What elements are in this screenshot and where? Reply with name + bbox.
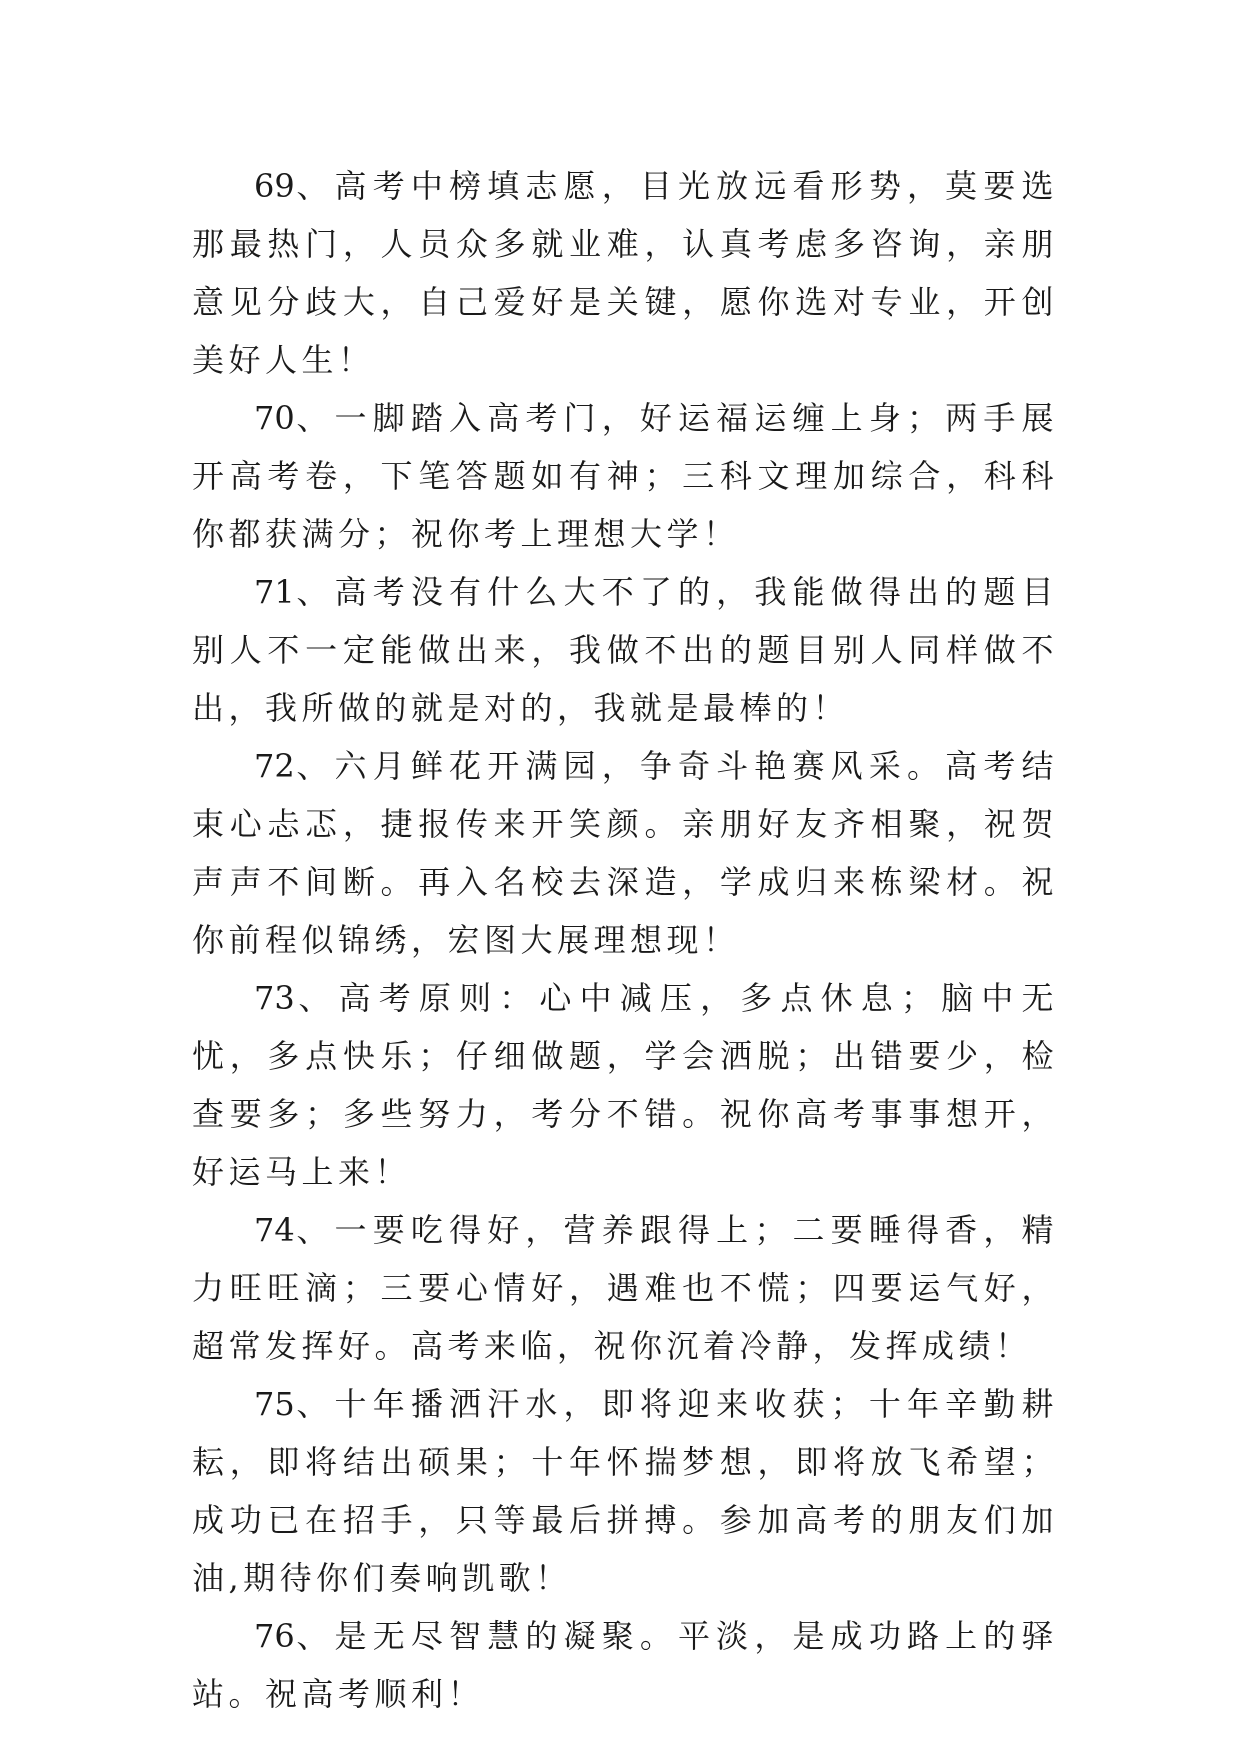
paragraph-text: 、是无尽智慧的凝聚。平淡，是成功路上的驿站。祝高考顺利！ bbox=[192, 1617, 1058, 1713]
paragraph-text: 、高考没有什么大不了的，我能做得出的题目别人不一定能做出来，我做不出的题目别人同样做不出，我所做的就是对的，我就是最棒的！ bbox=[192, 573, 1058, 727]
paragraph-number: 70 bbox=[254, 399, 295, 437]
paragraph-text: 、一脚踏入高考门，好运福运缠上身；两手展开高考卷，下笔答题如有神；三科文理加综合，科科你都获满分；祝你考上理想大学！ bbox=[192, 399, 1058, 553]
paragraph-76 bbox=[192, 1607, 1058, 1723]
paragraph-75 bbox=[192, 1375, 1058, 1607]
paragraph-text: 、一要吃得好，营养跟得上；二要睡得香，精力旺旺滴；三要心情好，遇难也不慌；四要运气好，超常发挥好。高考来临，祝你沉着冷静，发挥成绩！ bbox=[192, 1211, 1058, 1365]
paragraph-number: 76 bbox=[254, 1617, 295, 1655]
paragraph-text: 、高考原则：心中减压，多点休息；脑中无忧，多点快乐；仔细做题，学会洒脱；出错要少，检查要多；多些努力，考分不错。祝你高考事事想开，好运马上来！ bbox=[192, 979, 1058, 1191]
paragraph-number: 71 bbox=[254, 573, 295, 611]
paragraph-number: 72 bbox=[254, 747, 295, 785]
paragraph-number: 73 bbox=[254, 979, 295, 1017]
paragraph-text: 、十年播洒汗水，即将迎来收获；十年辛勤耕耘，即将结出硕果；十年怀揣梦想，即将放飞希望；成功已在招手，只等最后拼搏。参加高考的朋友们加油,期待你们奏响凯歌！ bbox=[192, 1385, 1058, 1597]
paragraph-number: 69 bbox=[254, 167, 295, 205]
document-body bbox=[192, 157, 1058, 1723]
paragraph-70 bbox=[192, 389, 1058, 563]
paragraph-number: 74 bbox=[254, 1211, 295, 1249]
paragraph-74 bbox=[192, 1201, 1058, 1375]
paragraph-text: 、高考中榜填志愿，目光放远看形势，莫要选那最热门，人员众多就业难，认真考虑多咨询，亲朋意见分歧大，自己爱好是关键，愿你选对专业，开创美好人生！ bbox=[192, 167, 1058, 379]
paragraph-text: 、六月鲜花开满园，争奇斗艳赛风采。高考结束心忐忑，捷报传来开笑颜。亲朋好友齐相聚，祝贺声声不间断。再入名校去深造，学成归来栋梁材。祝你前程似锦绣，宏图大展理想现！ bbox=[192, 747, 1058, 959]
paragraph-number: 75 bbox=[254, 1385, 295, 1423]
paragraph-71 bbox=[192, 563, 1058, 737]
paragraph-73 bbox=[192, 969, 1058, 1201]
paragraph-72 bbox=[192, 737, 1058, 969]
paragraph-69 bbox=[192, 157, 1058, 389]
